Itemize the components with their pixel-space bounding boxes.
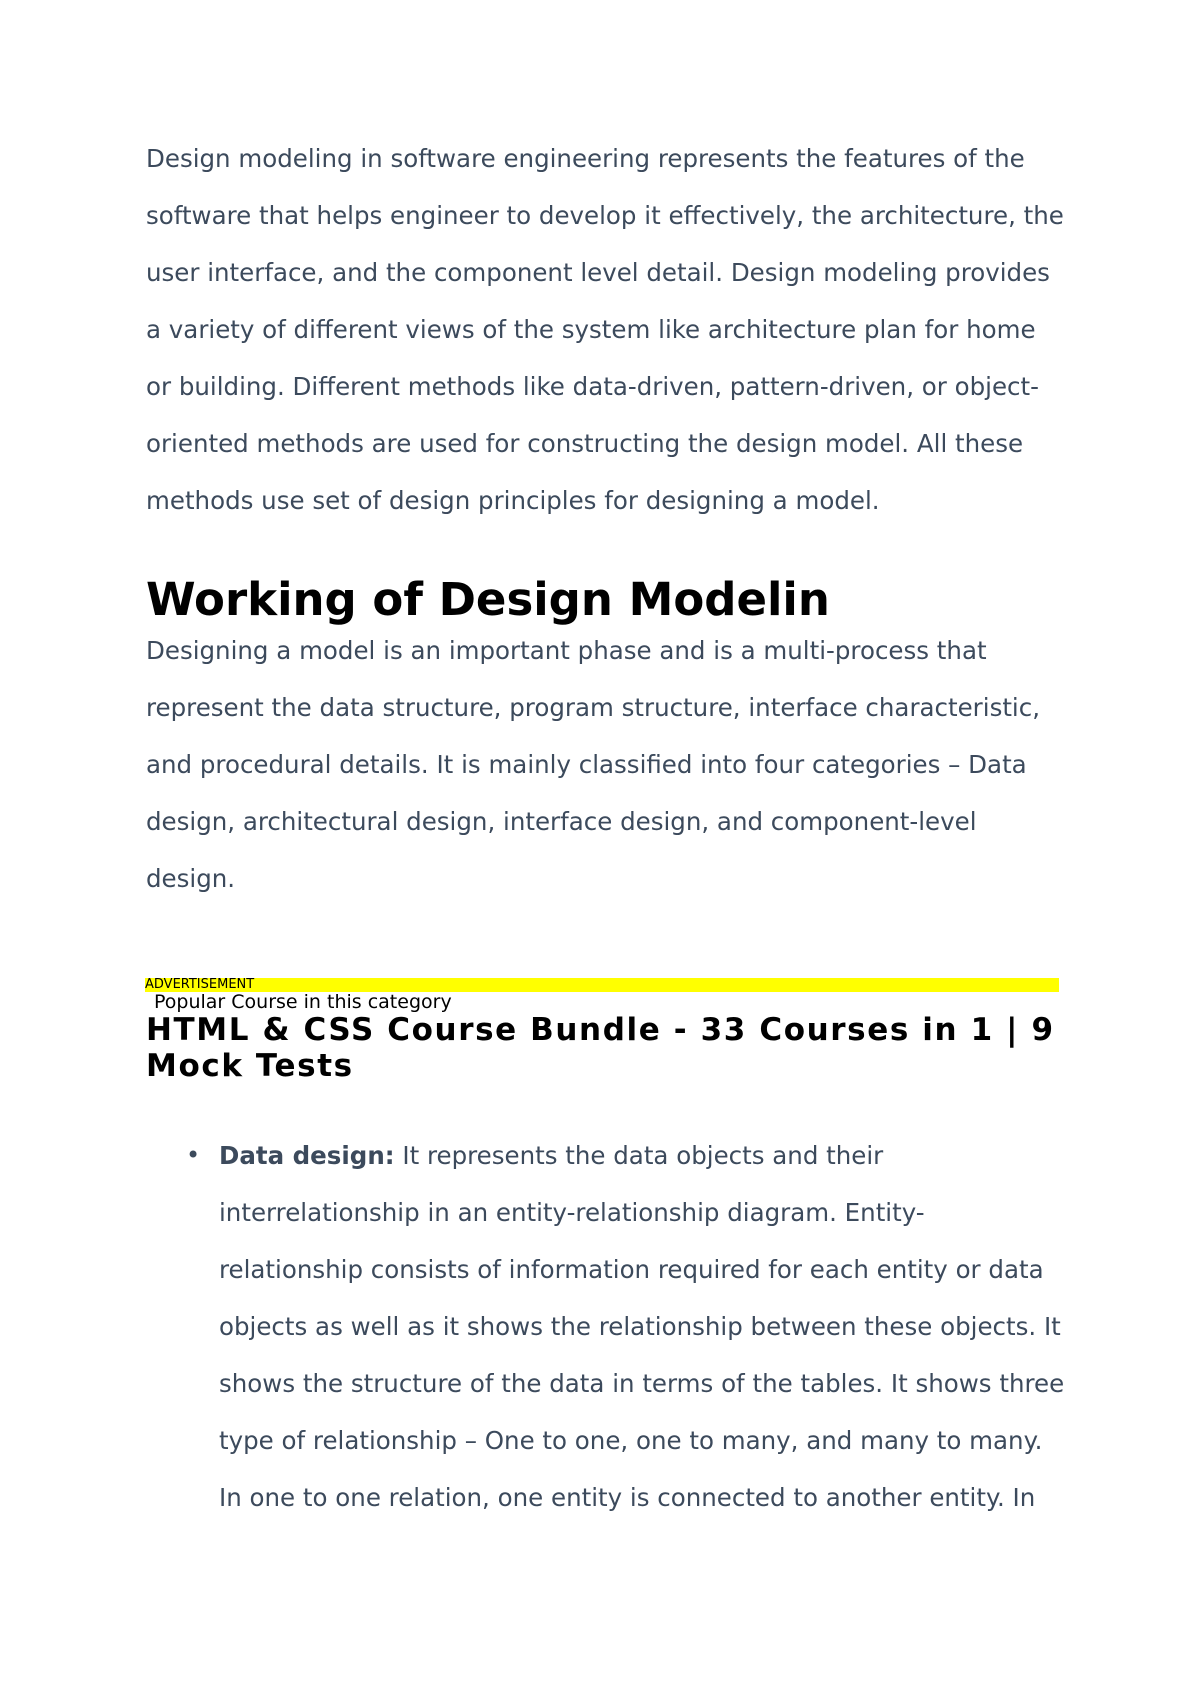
intro-line: user interface, and the component level detail. Design modeling provides	[146, 258, 1050, 287]
section-line: represent the data structure, program structure, interface characteristic,	[146, 693, 1040, 722]
bullet-line: In one to one relation, one entity is connected to another entity. In	[219, 1483, 1036, 1512]
bullet-line: type of relationship – One to one, one to many, and many to many.	[219, 1426, 1043, 1455]
section-line: design.	[146, 864, 236, 893]
intro-line: methods use set of design principles for designing a model.	[146, 486, 880, 515]
advertisement-label: ADVERTISEMENT	[145, 977, 255, 992]
section-paragraph	[146, 622, 1040, 907]
intro-line: a variety of different views of the system like architecture plan for home	[146, 315, 1036, 344]
bullet-line: interrelationship in an entity-relationship diagram. Entity-	[219, 1198, 925, 1227]
bullet-line: relationship consists of information required for each entity or data	[219, 1255, 1044, 1284]
bullet-first-text: It represents the data objects and their	[394, 1141, 884, 1170]
course-title-link[interactable]: HTML & CSS Course Bundle - 33 Courses in 1 | 9 Mock Tests	[146, 1012, 1055, 1084]
popular-course-label: Popular Course in this category	[154, 991, 452, 1013]
section-line: and procedural details. It is mainly classified into four categories – Data	[146, 750, 1027, 779]
bullet-line: objects as well as it shows the relationship between these objects. It	[219, 1312, 1061, 1341]
intro-line: software that helps engineer to develop it effectively, the architecture, the	[146, 201, 1064, 230]
bullet-term: Data design:	[219, 1141, 395, 1170]
intro-line: or building. Different methods like data-driven, pattern-driven, or object-	[146, 372, 1039, 401]
intro-line: Design modeling in software engineering represents the features of the	[146, 144, 1025, 173]
bullet-list	[146, 1127, 1065, 1526]
bullet-dot-icon: •	[186, 1141, 201, 1169]
section-line: design, architectural design, interface design, and component-level	[146, 807, 977, 836]
intro-paragraph	[146, 130, 1064, 529]
intro-line: oriented methods are used for constructing the design model. All these	[146, 429, 1024, 458]
section-line: Designing a model is an important phase and is a multi-process that	[146, 636, 987, 665]
list-item	[146, 1127, 1065, 1526]
bullet-first-line	[219, 1127, 1060, 1184]
section-heading: Working of Design Modelin	[146, 573, 830, 626]
bullet-line: shows the structure of the data in terms of the tables. It shows three	[219, 1369, 1065, 1398]
